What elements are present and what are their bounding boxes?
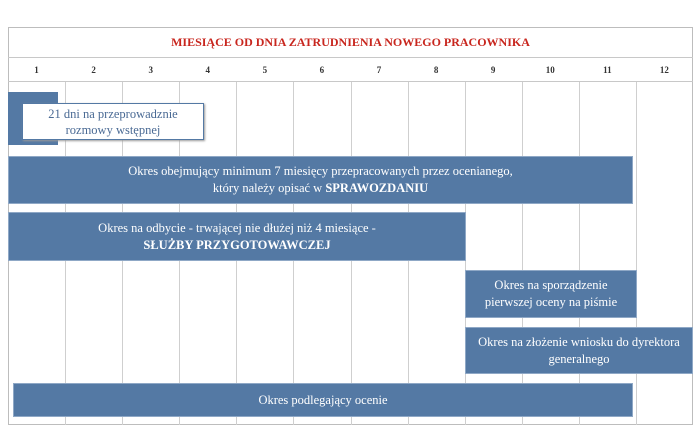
evaluated-label: Okres podlegający ocenie	[258, 392, 388, 407]
first-eval-line2: pierwszej oceny na piśmie	[484, 295, 618, 309]
month-12: 12	[659, 65, 669, 75]
month-1: 1	[34, 65, 39, 75]
diagram-title: MIESIĄCE OD DNIA ZATRUDNIENIA NOWEGO PRACOWNIKA	[8, 27, 693, 58]
report-line2: który należy opisać w	[212, 181, 326, 195]
month-10: 10	[545, 65, 555, 75]
preparatory-service-bar	[8, 212, 466, 261]
application-line1: Okres na złożenie wniosku do dyrektora	[478, 334, 680, 349]
evaluated-period-bar	[13, 383, 633, 417]
report-line1: Okres obejmujący minimum 7 miesięcy przepracowanych przez ocenianego,	[128, 164, 513, 178]
month-9: 9	[490, 65, 496, 75]
interview-line2: rozmowy wstępnej	[65, 122, 161, 137]
first-eval-line1: Okres na sporządzenie	[494, 278, 608, 292]
month-4: 4	[205, 65, 211, 75]
month-2: 2	[91, 65, 96, 75]
prep-line1: Okres na odbycie - trwającej nie dłużej niż 4 miesiące -	[98, 220, 376, 235]
report-period-bar	[8, 156, 633, 204]
month-3: 3	[148, 65, 153, 75]
interview-period-label	[22, 103, 204, 140]
month-header	[8, 58, 693, 82]
prep-keyword: SŁUŻBY PRZYGOTOWAWCZEJ	[143, 237, 331, 252]
report-keyword: SPRAWOZDANIU	[325, 181, 429, 195]
interview-line1: 21 dni na przeprowadznie	[48, 106, 178, 121]
first-evaluation-bar	[465, 270, 637, 318]
application-line2: generalnego	[548, 351, 610, 366]
month-5: 5	[262, 65, 268, 75]
application-period-bar	[465, 327, 693, 374]
month-7: 7	[376, 65, 382, 75]
month-11: 11	[603, 65, 612, 75]
month-6: 6	[319, 65, 325, 75]
month-8: 8	[433, 65, 439, 75]
